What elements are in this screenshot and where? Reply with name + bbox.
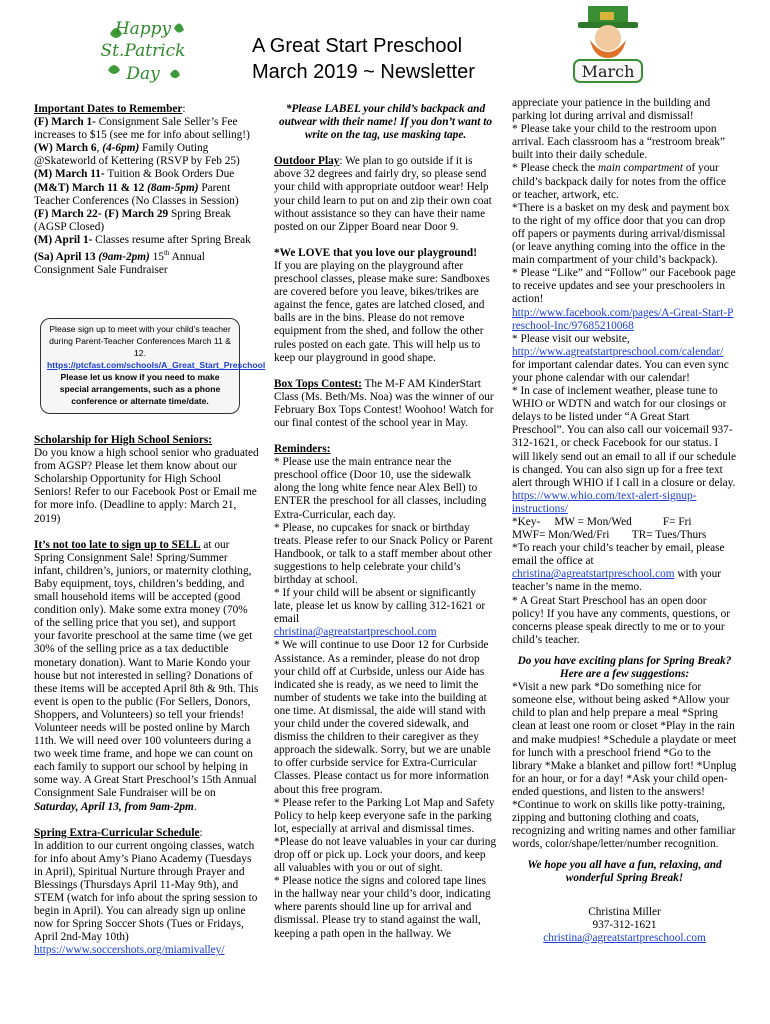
calendar-text: for important calendar dates. You can even sync your phone calendar with our calendar! * In case of inclement weather, please tune to WHIO or WDTN and watch for our closings or delays to be listed under “A Great Start Preschool”. You can also call our voicemail 937-312-1621, or check Facebook for our status. I will likely send out an email to all if our schedule is changed. You can also sign up for a free text alert through WHIO if I call in a closure or delay.: [512, 358, 737, 489]
svg-text:Day: Day: [126, 64, 160, 84]
extra-heading: Spring Extra-Curricular Schedule: [34, 826, 200, 839]
svg-text:Happy: Happy: [114, 19, 172, 39]
column-left-lower: Scholarship for High School Seniors: Do you know a high school senior who graduated from AGSP? Please let them know about our Scholarship Opportunity for High School Seniors! Refer to our Facebook Post or Email me for more info. (Deadline to apply: March 21, 2019) It’s not too late to sign up to SELL at our Spring Consignment Sale! Spring/Summer infant, children’s, juniors, or maternity clothing, Baby equipment, toys, children’s bedding, and small household items will be accepted (good condition only). Make some extra money (70% of the selling price that you set), and support your favorite preschool at the same time (we get 30% of the selling price as a tax deductible monetary donation). Want to Marie Kondo your house but not interested in selling? Donations of these items will be accepted April 8th & 9th. This event is open to the public (For Sellers, Donors, Shoppers, and Volunteers) so tell your friends! Volunteer needs will be posted online by March 11th. We will need over 100 volunteers during a two week time frame, and hope we can count on each family to support our school by helping in some way. A Great Start Preschool’s 15th Annual Consignment Sale Fundraiser will be on Saturday, April 13, from 9am-2pm. Spring Extra-Curricular Schedule: In addition to our current ongoing classes, watch for info about Amy’s Piano Academy (Tuesdays in April), Spiritual Nurture through Prayer and Blessings (Thursdays April 11-May 9th), and STEM (watch for info about the spring session to begin in April). You can already sign up online now for Spring Soccer Shots (Tues or Fridays, April 2nd-May 10th) https://www.soccershots.org/miamivalley/: [34, 434, 259, 957]
column-middle: [274, 103, 497, 941]
st-patricks-day-logo: [100, 10, 186, 88]
leprechaun-march-logo: [568, 4, 648, 86]
svg-text:St.Patrick: St.Patrick: [100, 41, 186, 61]
right-part1b: of your child’s backpack daily for notes from the office or teacher, artwork, etc. *There is a basket on my desk and payment box to the right of my office door that you can drop off papers or payments during arrival/dismissal (or leave anything coming into the office in the main compartment of your child’s backpack). * Please “Like” and “Follow” our Facebook page to receive updates and see your preschoolers in action!: [512, 162, 736, 306]
reminders-part1: * Please use the main entrance near the preschool office (Door 10, use the sidewalk along the long white fence near Alex Bell) to ENTER the preschool for all classes, including Extra-Curricular, each day. * Please, no cupcakes for snack or birthday treats. Please refer to our Snack Policy or Parent Handbook, or talk to a staff member about other suggestions to help celebrate your child’s birthday at school. * If your child will be absent or significantly late, please let us know by calling 312-1621 or email: [274, 456, 493, 626]
svg-text:March: March: [581, 62, 635, 81]
facebook-link[interactable]: http://www.facebook.com/pages/A-Great-Start-Preschool-Inc/97685210068: [512, 306, 734, 332]
sell-text: at our Spring Consignment Sale! Spring/Summer infant, children’s, juniors, or maternity clothing, Baby equipment, toys, children’s bedding, and small household items will be accepted (good condition only). Make some extra money (70% of the selling price that you set), and support your favorite preschool at the same time (we get 30% of the selling price as a tax deductible monetary donation). Want to Marie Kondo your house but not interested in selling? Donations of these items will be accepted April 8th & 9th. This event is open to the public (For Sellers, Donors, Shoppers, and Volunteers) so tell your friends! Volunteer needs will be posted online by March 11th. We will need over 100 volunteers during a two week time frame, and hope we can count on each family to support our school by helping in some way. A Great Start Preschool’s 15th Annual Consignment Sale Fundraiser will be on: [34, 538, 259, 800]
outdoor-heading: Outdoor Play: [274, 155, 340, 168]
label-note: *Please LABEL your child’s backpack and outwear with their name! If you don’t want to write on the tag, use masking tape.: [278, 103, 492, 142]
date-item: (F) March 1- Consignment Sale Seller’s Fee increases to $15 (see me for info about selling!): [34, 116, 250, 142]
title-line-1: A Great Start Preschool: [252, 35, 463, 57]
sell-date: Saturday, April 13, from 9am-2pm: [34, 800, 194, 813]
signature-name: Christina Miller: [588, 905, 661, 918]
extra-text: In addition to our current ongoing classes, watch for info about Amy’s Piano Academy (Tuesdays in April), Spiritual Nurture through Prayer and Blessings (Thursdays April 11-May 9th), and STEM (watch for info about the spring session to begin in April). You can already sign up online now for Spring Soccer Shots (Tues or Fridays, April 2nd-May 10th): [34, 839, 258, 944]
signature-phone: 937-312-1621: [592, 918, 657, 931]
signature-email-link[interactable]: christina@agreatstartpreschool.com: [543, 931, 706, 944]
spring-text: *Visit a new park *Do something nice for someone else, without being asked *Allow your child to plan and help prepare a meal *Spring clean at least one room or closet *Play in the rain and make mudpies! *Schedule a playdate or meet for lunch with a preschool friend *Go to the library *Make a blanket and pillow fort! *Unplug for an hour, or for a day! *Ask your child open-ended questions, and listen to the answers! *Continue to work on skills like potty-training, zipping and buttoning clothing and coats, recognizing and writing names and other familiar words, color/shape/letter/number recognition.: [512, 681, 737, 851]
date-item: (M&T) March 11 & 12 (8am-5pm) Parent Teacher Conferences (No Classes in Session): [34, 181, 239, 207]
date-item: (W) March 6, (4-6pm) Family Outing @Skateworld of Kettering (RSVP by Feb 25): [34, 142, 240, 168]
spring-heading: Do you have exciting plans for Spring Break? Here are a few suggestions:: [517, 654, 732, 681]
key-line-1: *Key- MW = Mon/Wed F= Fri: [512, 516, 692, 528]
boxtops-heading: Box Tops Contest:: [274, 377, 362, 390]
boxtops-text: The M-F AM KinderStart Class (Ms. Beth/Ms. Noa) was the winner of our February Box Tops Contest! Woohoo! Watch for our final contest of the school year in May.: [274, 377, 494, 429]
whio-link[interactable]: https://www.whio.com/text-alert-signup-instructions/: [512, 489, 697, 515]
date-item: (M) April 1- Classes resume after Spring Break: [34, 233, 251, 246]
scholarship-heading: Scholarship for High School Seniors:: [34, 434, 213, 446]
box-bold-text: Please let us know if you need to make special arrangements, such as a phone conference or alternate time/date.: [59, 372, 221, 406]
column-right: [512, 97, 737, 945]
playground-text: If you are playing on the playground after preschool classes, please make sure: Sandboxes are covered before you leave, bikes/trikes are against the fence, gates are latched closed, and balls are in the bins. Please do not remove equipment from the shed, and follow the other rules posted on each gate. This will help us to keep our playground in good shape.: [274, 259, 490, 364]
outdoor-text: : We plan to go outside if it is above 32 degrees and fairly dry, so please send your child with appropriate outdoor wear! Help your child learn to put on and zip their own coat without assistance so they can have their name posted on our Zipper Board near Door 9.: [274, 155, 492, 233]
email-text: *To reach your child’s teacher by email, please email the office at: [512, 542, 725, 568]
title-line-2: March 2019 ~ Newsletter: [252, 61, 475, 83]
sell-heading: It’s not too late to sign up to SELL: [34, 538, 201, 551]
conference-signup-box: [40, 318, 266, 414]
date-item: (M) March 11- Tuition & Book Orders Due: [34, 168, 235, 181]
office-email-link[interactable]: christina@agreatstartpreschool.com: [512, 568, 675, 581]
column-left: Important Dates to Remember: (F) March 1- Consignment Sale Seller’s Fee increases to $15 (see me for info about selling!) (W) March 6, (4-6pm) Family Outing @Skateworld of Kettering (RSVP by Feb 25) (M) March 11- Tuition & Book Orders Due (M&T) March 11 & 12 (8am-5pm) Parent Teacher Conferences (No Classes in Session) (F) March 22- (F) March 29 Spring Break (AGSP Closed) (M) April 1- Classes resume after Spring Break (Sa) April 13 (9am-2pm) 15th Annual Consignment Sale Fundraiser: [34, 103, 259, 277]
ptcfast-link[interactable]: https://ptcfast.com/schools/A_Great_Start_Preschool: [47, 360, 266, 370]
reminders-heading: Reminders:: [274, 443, 331, 456]
calendar-link[interactable]: http://www.agreatstartpreschool.com/calendar/: [512, 345, 724, 358]
reminders-email-link[interactable]: christina@agreatstartpreschool.com: [274, 626, 437, 639]
dates-heading: Important Dates to Remember: [34, 103, 183, 115]
soccershots-link[interactable]: https://www.soccershots.org/miamivalley/: [34, 944, 225, 957]
email-text-2: with your teacher’s name in the memo. * A Great Start Preschool has an open door policy! If you have any comments, questions, or concerns please speak directly to me or to your child’s teacher.: [512, 568, 731, 646]
website-label: * Please visit our website,: [512, 332, 630, 345]
date-item: (Sa) April 13 (9am-2pm) 15th Annual Consignment Sale Fundraiser: [34, 249, 205, 276]
key-line-2: MWF= Mon/Wed/Fri TR= Tues/Thurs: [512, 529, 707, 542]
main-compartment-text: main compartment: [597, 162, 683, 175]
closing-text: We hope you all have a fun, relaxing, and wonderful Spring Break!: [527, 859, 722, 885]
right-part1: appreciate your patience in the building and parking lot during arrival and dismissal! * Please take your child to the restroom upon arrival. Each classroom has a “restroom break” built into their daily schedule. * Please check the: [512, 97, 725, 175]
playground-heading: *We LOVE that you love our playground!: [274, 246, 477, 259]
scholarship-text: Do you know a high school senior who graduated from AGSP? Please let them know about our Scholarship Opportunity for High School Seniors! Refer to our Facebook Post or Email me for more info. (Deadline to apply: March 21, 2019): [34, 447, 259, 525]
date-item: (F) March 22- (F) March 29 Spring Break (AGSP Closed): [34, 207, 231, 233]
newsletter-title: [252, 33, 552, 85]
box-text: Please sign up to meet with your child’s teacher during Parent-Teacher Conferences March 11 & 12.: [49, 324, 231, 358]
reminders-part2: * We will continue to use Door 12 for Curbside Assistance. As a reminder, please do not drop your child off at Curbside, unless our Aide has indicated she is ready, as we need to limit the number of students we take into the building at one time. At dismissal, the aide will stand with your child under the covered sidewalk, and dismiss the children to their caregiver as they approach the sidewalk. Sorry, but we are unable to offer curbside service for Extra-Curricular Classes. Please contact us for more information about this free program. * Please refer to the Parking Lot Map and Safety Policy to help keep everyone safe in the parking lot, especially at arrival and dismissal times. *Please do not leave valuables in your car during drop off or pick up. Lock your doors, and keep all valuables with you or out of sight. * Please notice the signs and colored tape lines in the hallway near your child’s door, indicating where parents should line up for arrival and dismissal. Please try to stand against the wall, keeping a path open in the hallway. We: [274, 639, 497, 940]
